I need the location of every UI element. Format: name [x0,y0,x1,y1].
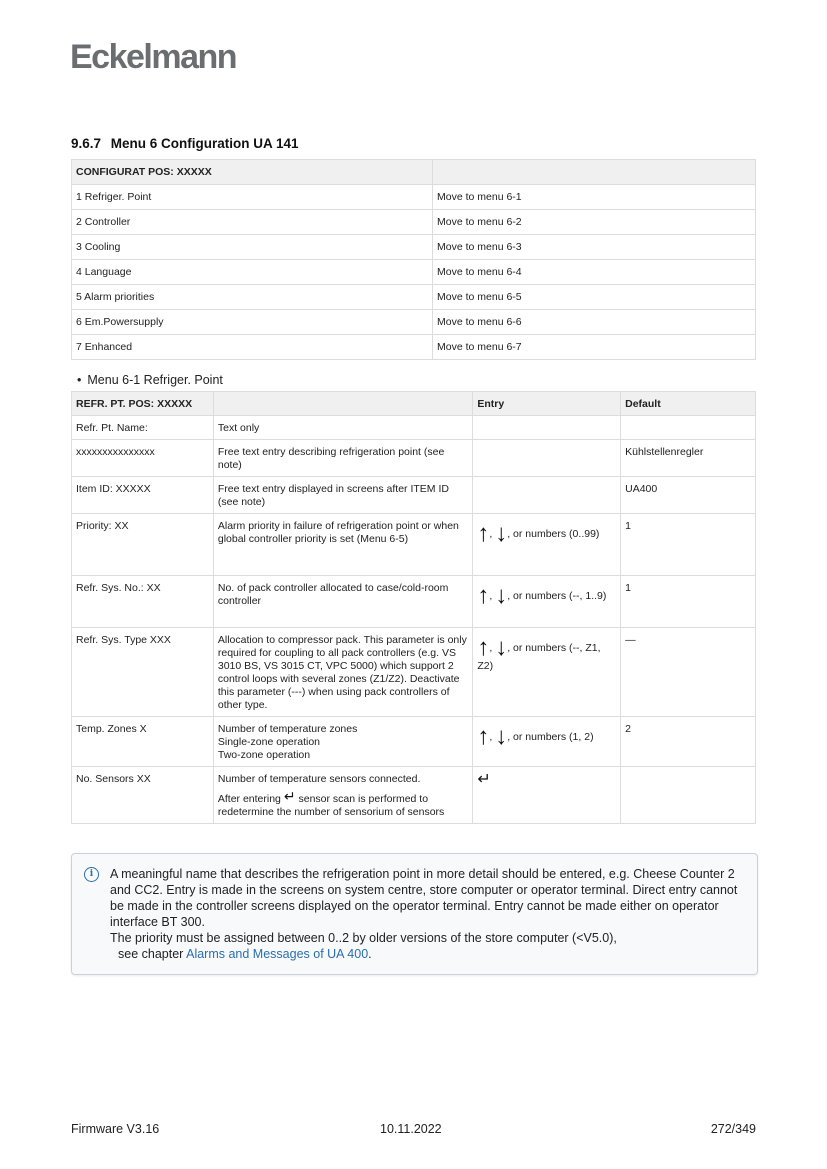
note-text-part: see chapter [118,947,187,961]
info-icon: i [84,867,99,882]
header-cell: REFR. PT. POS: XXXXX [72,392,214,416]
param-description: Free text entry describing refrigeration point (see note) [213,440,473,477]
param-default [621,416,756,440]
subsection-title: Menu 6-1 Refriger. Point [87,373,223,387]
param-default: 2 [621,717,756,767]
desc-line: Single-zone operation [217,736,321,748]
param-entry [473,477,621,514]
param-name: No. Sensors XX [72,767,214,824]
table-row [72,440,756,477]
param-entry [473,717,621,767]
menu-action: Move to menu 6-4 [433,260,756,285]
table-row [72,210,756,235]
footer-firmware: Firmware V3.16 [71,1122,160,1136]
arrow-up-icon: ↑ [477,582,490,609]
param-description: Allocation to compressor pack. This parameter is only required for coupling to all pack controllers (e.g. VS 3010 BS, VS 3015 CT, VPC 5000) which support 2 control loops with several zones (Z1/Z2). Deactivate this parameter (---) when using pack controllers of other type. [213,628,473,717]
param-name: Refr. Sys. Type XXX [72,628,214,717]
separator: , [489,590,493,602]
arrow-up-icon: ↑ [477,520,490,547]
header-cell: Default [621,392,756,416]
enter-key-icon: ↵ [477,771,491,788]
table-row [72,185,756,210]
header-cell [213,392,473,416]
menu-action: Move to menu 6-2 [433,210,756,235]
table-row [72,260,756,285]
param-name: Refr. Pt. Name: [72,416,214,440]
param-name: Priority: XX [72,514,214,576]
desc-text: sensor scan is performed to redetermine the number of sensorium of sensors [217,793,445,818]
alarms-messages-link[interactable]: Alarms and Messages of UA 400 [186,947,369,961]
table-row [72,416,756,440]
param-entry [473,576,621,628]
table-header-row [72,392,756,416]
entry-text: , or numbers (--, 1..9) [507,590,607,602]
param-description: Text only [213,416,473,440]
table-row [72,285,756,310]
table-row [72,767,756,824]
note-paragraph [110,946,747,962]
menu-action: Move to menu 6-1 [433,185,756,210]
arrow-down-icon: ↓ [495,723,508,750]
configuration-menu-table [71,159,756,360]
menu-item: 2 Controller [72,210,433,235]
table-row [72,235,756,260]
footer-page-number: 272/349 [710,1122,756,1136]
table-header-row [72,160,756,185]
section-number: 9.6.7 [71,136,102,151]
arrow-up-icon: ↑ [477,634,490,661]
entry-text: , or numbers (1, 2) [507,731,594,743]
desc-line: Number of temperature sensors connected. [217,773,421,785]
param-description: Alarm priority in failure of refrigeration point or when global controller priority is set (Menu 6-5) [213,514,473,576]
param-entry [473,416,621,440]
param-entry [473,514,621,576]
menu-item: 5 Alarm priorities [72,285,433,310]
arrow-down-icon: ↓ [495,582,508,609]
table-row [72,514,756,576]
table-row [72,477,756,514]
menu-action: Move to menu 6-6 [433,310,756,335]
header-cell: CONFIGURAT POS: XXXXX [72,160,433,185]
param-name: Refr. Sys. No.: XX [72,576,214,628]
arrow-up-icon: ↑ [477,723,490,750]
section-heading [71,136,299,151]
separator: , [489,642,493,654]
note-text-part: . [368,947,372,961]
table-row [72,717,756,767]
entry-text: , or numbers (0..99) [507,528,600,540]
note-paragraph: The priority must be assigned between 0..2 by older versions of the store computer (<V5.0), [110,931,617,945]
menu-item: 3 Cooling [72,235,433,260]
table-row [72,628,756,717]
menu-action: Move to menu 6-5 [433,285,756,310]
subsection-heading [77,373,223,387]
param-entry [473,628,621,717]
param-default [621,767,756,824]
desc-line: Two-zone operation [217,749,311,761]
bullet-icon: • [77,373,82,387]
entry-text: , or numbers (--, Z1, Z2) [477,642,601,672]
param-description [213,717,473,767]
param-name: Temp. Zones X [72,717,214,767]
param-default: — [621,628,756,717]
table-row [72,310,756,335]
info-note [71,853,758,975]
section-title: Menu 6 Configuration UA 141 [110,136,299,151]
header-cell: Entry [473,392,621,416]
desc-line: Number of temperature zones [217,723,358,735]
param-default: 1 [621,576,756,628]
table-row [72,576,756,628]
param-default: 1 [621,514,756,576]
param-entry [473,767,621,824]
menu-action: Move to menu 6-7 [433,335,756,360]
enter-key-icon: ↵ [283,788,296,804]
menu-item: 7 Enhanced [72,335,433,360]
header-cell [433,160,756,185]
param-description [213,767,473,824]
separator: , [489,528,493,540]
param-entry [473,440,621,477]
param-description: No. of pack controller allocated to case/cold-room controller [213,576,473,628]
footer-date: 10.11.2022 [380,1122,442,1136]
menu-item: 4 Language [72,260,433,285]
param-description: Free text entry displayed in screens after ITEM ID (see note) [213,477,473,514]
param-default: UA400 [621,477,756,514]
menu-item: 1 Refriger. Point [72,185,433,210]
eckelmann-logo: Eckelmann [70,38,237,76]
table-row [72,335,756,360]
separator: , [489,731,493,743]
menu-item: 6 Em.Powersupply [72,310,433,335]
menu-action: Move to menu 6-3 [433,235,756,260]
param-name: xxxxxxxxxxxxxxx [72,440,214,477]
arrow-down-icon: ↓ [495,634,508,661]
param-default: Kühlstellenregler [621,440,756,477]
desc-text: After entering [217,793,281,805]
arrow-down-icon: ↓ [495,520,508,547]
param-name: Item ID: XXXXX [72,477,214,514]
refrigeration-point-table [71,391,756,824]
note-text [110,866,747,962]
note-paragraph: A meaningful name that describes the refrigeration point in more detail should be entered, e.g. Cheese Counter 2 and CC2. Entry is made in the screens on system centre, store computer or operator terminal. Direct entry cannot be made in the controller screens displayed on the operator terminal. Entry cannot be made either on operator interface BT 300. [110,867,738,929]
